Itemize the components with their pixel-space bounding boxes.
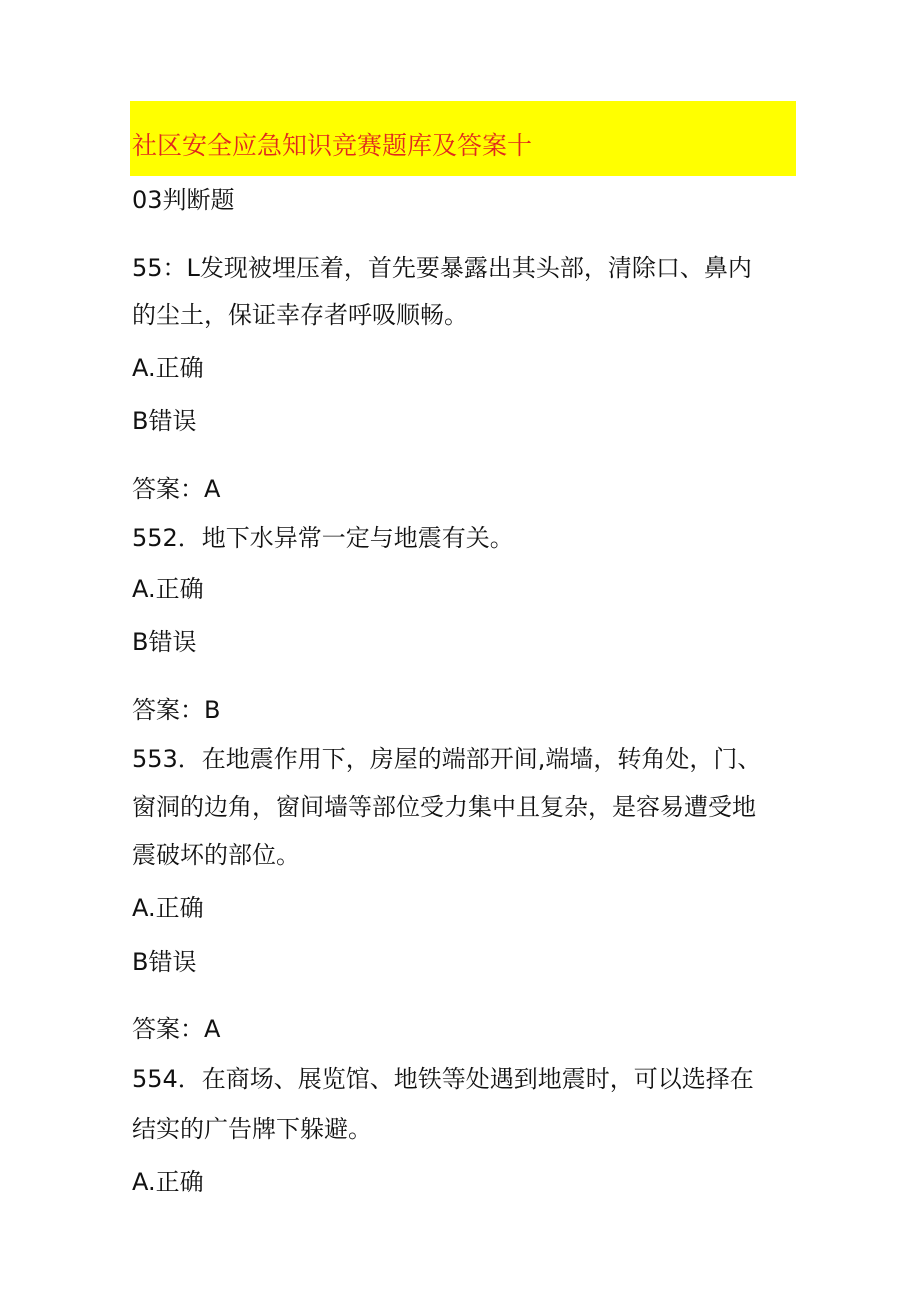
question-553-answer: 答案：A: [132, 1015, 221, 1043]
question-553-text-line-2: 窗洞的边角，窗间墙等部位受力集中且复杂，是容易遭受地: [132, 793, 756, 821]
question-554-option-a: A.正确: [132, 1168, 204, 1196]
document-title: 社区安全应急知识竞赛题库及答案十: [132, 131, 533, 160]
question-553-text-line-3: 震破坏的部位。: [132, 841, 300, 869]
question-55-option-a: A.正确: [132, 354, 204, 382]
question-552-option-b: B错误: [132, 628, 197, 656]
question-552-answer: 答案：B: [132, 696, 221, 724]
question-55-answer: 答案：A: [132, 475, 221, 503]
question-55-text-line-1: 55：L发现被埋压着，首先要暴露出其头部，清除口、鼻内: [132, 254, 752, 282]
question-553-text-line-1: 553．在地震作用下，房屋的端部开间,端墙，转角处，门、: [132, 745, 762, 773]
question-554-text-line-1: 554．在商场、展览馆、地铁等处遇到地震时，可以选择在: [132, 1065, 754, 1093]
question-552-text-line-1: 552．地下水异常一定与地震有关。: [132, 524, 514, 552]
question-553-option-a: A.正确: [132, 894, 204, 922]
question-55-text-line-2: 的尘土，保证幸存者呼吸顺畅。: [132, 301, 468, 329]
question-553-option-b: B错误: [132, 948, 197, 976]
question-55-option-b: B错误: [132, 407, 197, 435]
question-554-text-line-2: 结实的广告牌下躲避。: [132, 1115, 372, 1143]
section-heading: 03判断题: [132, 186, 235, 214]
question-552-option-a: A.正确: [132, 575, 204, 603]
